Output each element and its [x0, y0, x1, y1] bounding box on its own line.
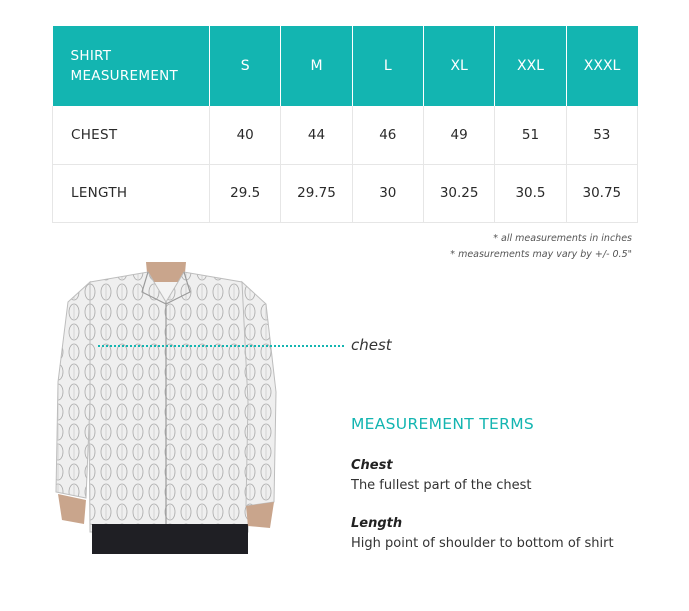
- term-description-chest: The fullest part of the chest: [351, 478, 532, 493]
- shirt-model-image: [50, 262, 280, 554]
- table-cell: 29.5: [210, 164, 281, 222]
- header-size-l: L: [352, 26, 423, 106]
- term-name-length: Length: [351, 516, 403, 531]
- table-cell: 49: [423, 106, 494, 164]
- term-description-length: High point of shoulder to bottom of shirt: [351, 536, 614, 551]
- table-cell: 30.5: [495, 164, 566, 222]
- header-size-xxl: XXL: [495, 26, 566, 106]
- table-cell: 29.75: [281, 164, 352, 222]
- table-cell: 51: [495, 106, 566, 164]
- table-cell: 53: [566, 106, 637, 164]
- row-label-length: LENGTH: [53, 164, 210, 222]
- term-name-chest: Chest: [351, 458, 393, 473]
- header-shirt-measurement: [53, 26, 210, 106]
- table-cell: 46: [352, 106, 423, 164]
- header-label-line1: SHIRT: [70, 48, 112, 64]
- table-cell: 40: [210, 106, 281, 164]
- measurement-notes: [450, 231, 632, 263]
- note-variance: * measurements may vary by +/- 0.5": [450, 249, 632, 260]
- row-label-chest: CHEST: [53, 106, 210, 164]
- size-chart-table: [52, 26, 638, 223]
- table-row-chest: [53, 106, 638, 164]
- header-size-xxxl: XXXL: [566, 26, 637, 106]
- table-cell: 30: [352, 164, 423, 222]
- header-size-xl: XL: [423, 26, 494, 106]
- terms-title: MEASUREMENT TERMS: [351, 415, 535, 433]
- header-size-s: S: [210, 26, 281, 106]
- table-cell: 44: [281, 106, 352, 164]
- header-size-m: M: [281, 26, 352, 106]
- table-row-length: [53, 164, 638, 222]
- table-cell: 30.75: [566, 164, 637, 222]
- table-header-row: [53, 26, 638, 106]
- table-cell: 30.25: [423, 164, 494, 222]
- note-units: * all measurements in inches: [493, 233, 632, 244]
- chest-label: chest: [351, 336, 392, 354]
- header-label-line2: MEASUREMENT: [70, 68, 179, 84]
- chest-dotted-line: [98, 345, 344, 347]
